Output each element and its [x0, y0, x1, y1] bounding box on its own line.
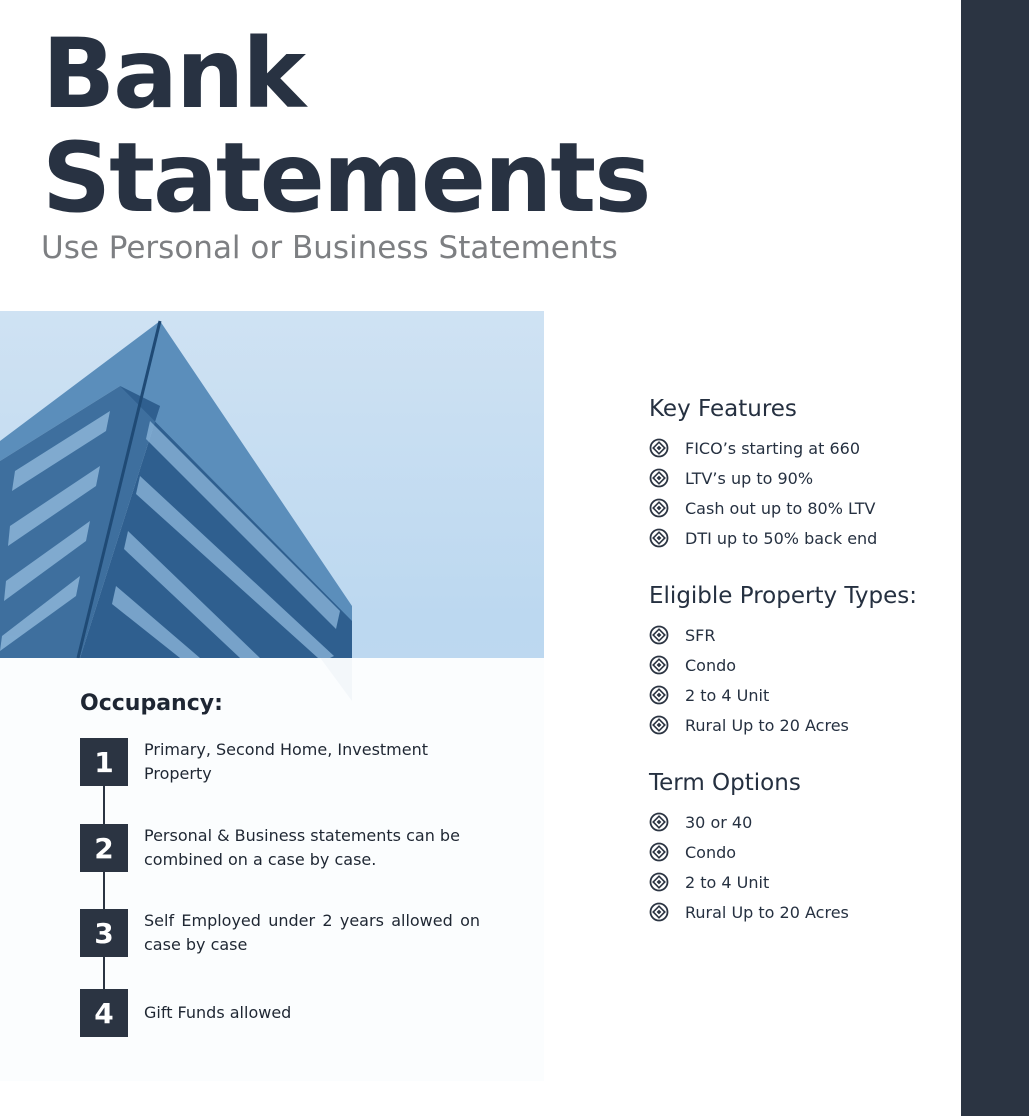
property-type-item — [649, 653, 736, 677]
occupancy-timeline — [103, 760, 105, 1020]
term-option-label: Condo — [685, 842, 737, 862]
term-option-label: 30 or 40 — [685, 812, 753, 832]
title-line-2: Statements — [42, 122, 650, 234]
key-feature-label: FICO’s starting at 660 — [685, 438, 860, 458]
occupancy-title: Occupancy: — [80, 691, 223, 716]
step-number-1: 1 — [80, 738, 128, 786]
title-line-1: Bank — [42, 18, 305, 130]
key-feature-label: LTV’s up to 90% — [685, 468, 814, 488]
property-type-label: 2 to 4 Unit — [685, 685, 770, 705]
property-type-label: Condo — [685, 655, 737, 675]
key-feature-item — [649, 496, 875, 520]
diamond-target-icon — [649, 872, 669, 892]
diamond-target-icon — [649, 468, 669, 488]
diamond-target-icon — [649, 625, 669, 645]
diamond-target-icon — [649, 438, 669, 458]
step-text-1: Primary, Second Home, Investment Property — [144, 740, 429, 783]
step-text-2: Personal & Business statements can be combined on a case by case. — [144, 826, 460, 869]
diamond-target-icon — [649, 528, 669, 548]
property-type-label: Rural Up to 20 Acres — [685, 715, 849, 735]
term-option-label: Rural Up to 20 Acres — [685, 902, 849, 922]
step-number-4: 4 — [80, 989, 128, 1037]
step-text-4: Gift Funds allowed — [144, 1003, 292, 1022]
key-feature-item — [649, 466, 813, 490]
property-type-item — [649, 713, 849, 737]
key-features-title: Key Features — [649, 396, 797, 422]
diamond-target-icon — [649, 655, 669, 675]
term-options-title: Term Options — [649, 770, 801, 796]
diamond-target-icon — [649, 498, 669, 518]
diamond-target-icon — [649, 902, 669, 922]
page-title — [42, 18, 650, 234]
key-feature-label: DTI up to 50% back end — [685, 528, 878, 548]
term-option-item — [649, 840, 736, 864]
step-text-3: Self Employed under 2 years allowed on case by case — [144, 911, 480, 954]
property-type-label: SFR — [685, 625, 716, 645]
diamond-target-icon — [649, 685, 669, 705]
property-type-item — [649, 683, 769, 707]
diamond-target-icon — [649, 812, 669, 832]
term-option-label: 2 to 4 Unit — [685, 872, 770, 892]
key-feature-label: Cash out up to 80% LTV — [685, 498, 876, 518]
term-option-item — [649, 900, 849, 924]
term-option-item — [649, 870, 769, 894]
key-feature-item — [649, 526, 877, 550]
diamond-target-icon — [649, 715, 669, 735]
step-number-3: 3 — [80, 909, 128, 957]
key-feature-item — [649, 436, 860, 460]
term-option-item — [649, 810, 752, 834]
step-number-2: 2 — [80, 824, 128, 872]
page-subtitle: Use Personal or Business Statements — [41, 230, 618, 266]
sidebar-bar — [961, 0, 1029, 1116]
property-types-title: Eligible Property Types: — [649, 583, 917, 609]
diamond-target-icon — [649, 842, 669, 862]
property-type-item — [649, 623, 715, 647]
